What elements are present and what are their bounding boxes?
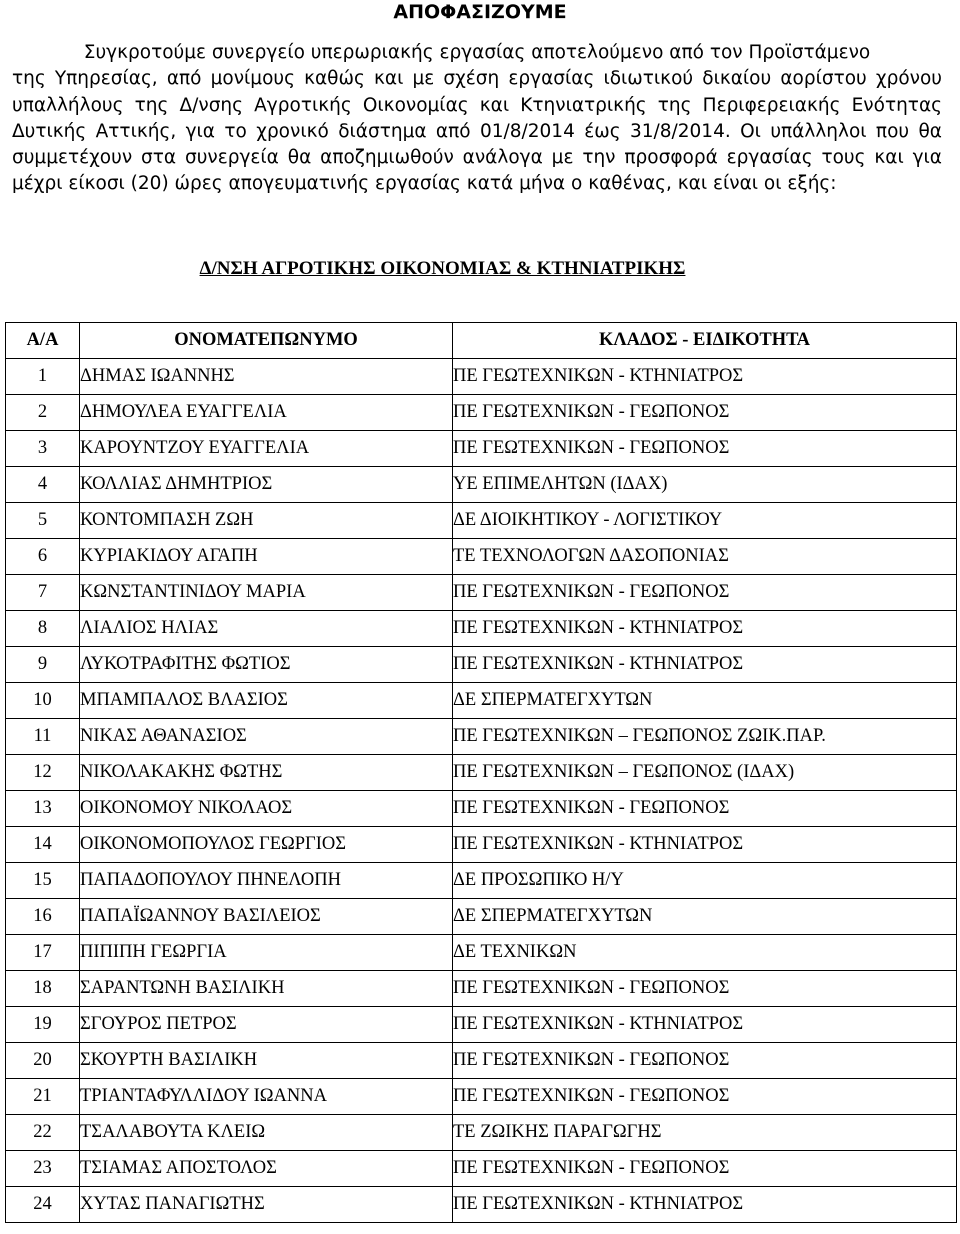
table-row [6, 611, 957, 647]
employee-specialty: ΔΕ ΣΠΕΡΜΑΤΕΓΧΥΤΩΝ [453, 899, 957, 935]
row-number: 13 [6, 791, 80, 827]
row-number: 17 [6, 935, 80, 971]
employee-specialty: ΠΕ ΓΕΩΤΕΧΝΙΚΩΝ - ΓΕΩΠΟΝΟΣ [453, 791, 957, 827]
table-row [6, 359, 957, 395]
employee-specialty: ΥΕ ΕΠΙΜΕΛΗΤΩΝ (ΙΔΑΧ) [453, 467, 957, 503]
employee-specialty: ΠΕ ΓΕΩΤΕΧΝΙΚΩΝ – ΓΕΩΠΟΝΟΣ (ΙΔΑΧ) [453, 755, 957, 791]
header-name: ΟΝΟΜΑΤΕΠΩΝΥΜΟ [80, 323, 453, 359]
intro-first-line: Συγκροτούμε συνεργείο υπερωριακής εργασίας αποτελούμενο από τον Προϊστάμενο [83, 42, 871, 63]
table-row [6, 431, 957, 467]
employee-name: ΟΙΚΟΝΟΜΟΠΟΥΛΟΣ ΓΕΩΡΓΙΟΣ [80, 827, 453, 863]
table-row [6, 1007, 957, 1043]
row-number: 18 [6, 971, 80, 1007]
employee-specialty: ΠΕ ΓΕΩΤΕΧΝΙΚΩΝ - ΚΤΗΝΙΑΤΡΟΣ [453, 359, 957, 395]
employee-specialty: ΠΕ ΓΕΩΤΕΧΝΙΚΩΝ – ΓΕΩΠΟΝΟΣ ΖΩΙΚ.ΠΑΡ. [453, 719, 957, 755]
row-number: 3 [6, 431, 80, 467]
intro-paragraph [12, 40, 942, 198]
table-row [6, 1187, 957, 1223]
employee-specialty: ΤΕ ΤΕΧΝΟΛΟΓΩΝ ΔΑΣΟΠΟΝΙΑΣ [453, 539, 957, 575]
employee-specialty: ΔΕ ΠΡΟΣΩΠΙΚΟ Η/Υ [453, 863, 957, 899]
header-specialty: ΚΛΑΔΟΣ - ΕΙΔΙΚΟΤΗΤΑ [453, 323, 957, 359]
employee-name: ΝΙΚΟΛΑΚΑΚΗΣ ΦΩΤΗΣ [80, 755, 453, 791]
employee-specialty: ΠΕ ΓΕΩΤΕΧΝΙΚΩΝ - ΚΤΗΝΙΑΤΡΟΣ [453, 1007, 957, 1043]
employee-name: ΠΙΠΙΠΗ ΓΕΩΡΓΙΑ [80, 935, 453, 971]
employee-name: ΚΩΝΣΤΑΝΤΙΝΙΔΟΥ ΜΑΡΙΑ [80, 575, 453, 611]
employee-specialty: ΔΕ ΣΠΕΡΜΑΤΕΓΧΥΤΩΝ [453, 683, 957, 719]
department-title: Δ/ΝΣΗ ΑΓΡΟΤΙΚΗΣ ΟΙΚΟΝΟΜΙΑΣ & ΚΤΗΝΙΑΤΡΙΚΗΣ [199, 258, 686, 279]
employee-specialty: ΠΕ ΓΕΩΤΕΧΝΙΚΩΝ - ΚΤΗΝΙΑΤΡΟΣ [453, 1187, 957, 1223]
table-row [6, 935, 957, 971]
row-number: 10 [6, 683, 80, 719]
intro-body: της Υπηρεσίας, από μονίμους καθώς και με σχέση εργασίας ιδιωτικού δικαίου αορίστου χρόνου υπαλλήλους της Δ/νσης Αγροτικής Οικονομίας και Κτηνιατρικής της Περιφερειακής Ενότητας Δυτικής Αττικής, για το χρονικό διάστημα από 01/8/2014 έως 31/8/2014. Οι υπάλληλοι που θα συμμετέχουν στα συνεργεία θα αποζημιωθούν ανάλογα με την προσφορά εργασίας τους και για μέχρι είκοσι (20) ώρες απογευματινής εργασίας κατά μήνα ο καθένας, και είναι οι εξής: [12, 68, 942, 195]
employee-specialty: ΠΕ ΓΕΩΤΕΧΝΙΚΩΝ - ΓΕΩΠΟΝΟΣ [453, 1043, 957, 1079]
employee-specialty: ΠΕ ΓΕΩΤΕΧΝΙΚΩΝ - ΚΤΗΝΙΑΤΡΟΣ [453, 827, 957, 863]
staff-table [5, 322, 957, 1223]
table-row [6, 827, 957, 863]
row-number: 11 [6, 719, 80, 755]
row-number: 6 [6, 539, 80, 575]
row-number: 15 [6, 863, 80, 899]
employee-name: ΔΗΜΑΣ ΙΩΑΝΝΗΣ [80, 359, 453, 395]
row-number: 1 [6, 359, 80, 395]
row-number: 8 [6, 611, 80, 647]
employee-specialty: ΠΕ ΓΕΩΤΕΧΝΙΚΩΝ - ΓΕΩΠΟΝΟΣ [453, 395, 957, 431]
row-number: 23 [6, 1151, 80, 1187]
employee-specialty: ΠΕ ΓΕΩΤΕΧΝΙΚΩΝ - ΓΕΩΠΟΝΟΣ [453, 1079, 957, 1115]
row-number: 9 [6, 647, 80, 683]
table-row [6, 899, 957, 935]
table-row [6, 467, 957, 503]
employee-name: ΠΑΠΑΔΟΠΟΥΛΟΥ ΠΗΝΕΛΟΠΗ [80, 863, 453, 899]
employee-name: ΚΥΡΙΑΚΙΔΟΥ ΑΓΑΠΗ [80, 539, 453, 575]
row-number: 24 [6, 1187, 80, 1223]
employee-name: ΚΟΛΛΙΑΣ ΔΗΜΗΤΡΙΟΣ [80, 467, 453, 503]
employee-name: ΚΟΝΤΟΜΠΑΣΗ ΖΩΗ [80, 503, 453, 539]
table-row [6, 719, 957, 755]
table-row [6, 791, 957, 827]
row-number: 14 [6, 827, 80, 863]
table-row [6, 863, 957, 899]
table-row [6, 1151, 957, 1187]
decision-heading: ΑΠΟΦΑΣΙΖΟΥΜΕ [393, 1, 567, 23]
employee-name: ΜΠΑΜΠΑΛΟΣ ΒΛΑΣΙΟΣ [80, 683, 453, 719]
employee-specialty: ΔΕ ΤΕΧΝΙΚΩΝ [453, 935, 957, 971]
employee-name: ΣΚΟΥΡΤΗ ΒΑΣΙΛΙΚΗ [80, 1043, 453, 1079]
employee-name: ΣΑΡΑΝΤΩΝΗ ΒΑΣΙΛΙΚΗ [80, 971, 453, 1007]
table-row [6, 1043, 957, 1079]
table-row [6, 1115, 957, 1151]
header-aa: Α/Α [6, 323, 80, 359]
employee-name: ΚΑΡΟΥΝΤΖΟΥ ΕΥΑΓΓΕΛΙΑ [80, 431, 453, 467]
employee-name: ΣΓΟΥΡΟΣ ΠΕΤΡΟΣ [80, 1007, 453, 1043]
employee-specialty: ΠΕ ΓΕΩΤΕΧΝΙΚΩΝ - ΚΤΗΝΙΑΤΡΟΣ [453, 611, 957, 647]
table-row [6, 395, 957, 431]
employee-specialty: ΠΕ ΓΕΩΤΕΧΝΙΚΩΝ - ΓΕΩΠΟΝΟΣ [453, 971, 957, 1007]
table-row [6, 1079, 957, 1115]
row-number: 20 [6, 1043, 80, 1079]
employee-name: ΛΥΚΟΤΡΑΦΙΤΗΣ ΦΩΤΙΟΣ [80, 647, 453, 683]
employee-name: ΔΗΜΟΥΛΕΑ ΕΥΑΓΓΕΛΙΑ [80, 395, 453, 431]
table-row [6, 971, 957, 1007]
employee-specialty: ΠΕ ΓΕΩΤΕΧΝΙΚΩΝ - ΓΕΩΠΟΝΟΣ [453, 431, 957, 467]
employee-name: ΟΙΚΟΝΟΜΟΥ ΝΙΚΟΛΑΟΣ [80, 791, 453, 827]
table-row [6, 647, 957, 683]
employee-name: ΤΣΙΑΜΑΣ ΑΠΟΣΤΟΛΟΣ [80, 1151, 453, 1187]
employee-specialty: ΠΕ ΓΕΩΤΕΧΝΙΚΩΝ - ΓΕΩΠΟΝΟΣ [453, 1151, 957, 1187]
row-number: 2 [6, 395, 80, 431]
employee-specialty: ΠΕ ΓΕΩΤΕΧΝΙΚΩΝ - ΚΤΗΝΙΑΤΡΟΣ [453, 647, 957, 683]
table-body [6, 359, 957, 1223]
row-number: 7 [6, 575, 80, 611]
row-number: 16 [6, 899, 80, 935]
table-row [6, 755, 957, 791]
employee-name: ΠΑΠΑΪΩΑΝΝΟΥ ΒΑΣΙΛΕΙΟΣ [80, 899, 453, 935]
employee-name: ΝΙΚΑΣ ΑΘΑΝΑΣΙΟΣ [80, 719, 453, 755]
employee-specialty: ΔΕ ΔΙΟΙΚΗΤΙΚΟΥ - ΛΟΓΙΣΤΙΚΟΥ [453, 503, 957, 539]
employee-name: ΧΥΤΑΣ ΠΑΝΑΓΙΩΤΗΣ [80, 1187, 453, 1223]
employee-specialty: ΤΕ ΖΩΙΚΗΣ ΠΑΡΑΓΩΓΗΣ [453, 1115, 957, 1151]
row-number: 22 [6, 1115, 80, 1151]
row-number: 5 [6, 503, 80, 539]
employee-name: ΛΙΑΛΙΟΣ ΗΛΙΑΣ [80, 611, 453, 647]
table-row [6, 503, 957, 539]
table-row [6, 683, 957, 719]
table-row [6, 575, 957, 611]
row-number: 12 [6, 755, 80, 791]
employee-name: ΤΡΙΑΝΤΑΦΥΛΛΙΔΟΥ ΙΩΑΝΝΑ [80, 1079, 453, 1115]
employee-specialty: ΠΕ ΓΕΩΤΕΧΝΙΚΩΝ - ΓΕΩΠΟΝΟΣ [453, 575, 957, 611]
row-number: 4 [6, 467, 80, 503]
employee-name: ΤΣΑΛΑΒΟΥΤΑ ΚΛΕΙΩ [80, 1115, 453, 1151]
row-number: 21 [6, 1079, 80, 1115]
table-header-row [6, 323, 957, 359]
table-row [6, 539, 957, 575]
row-number: 19 [6, 1007, 80, 1043]
